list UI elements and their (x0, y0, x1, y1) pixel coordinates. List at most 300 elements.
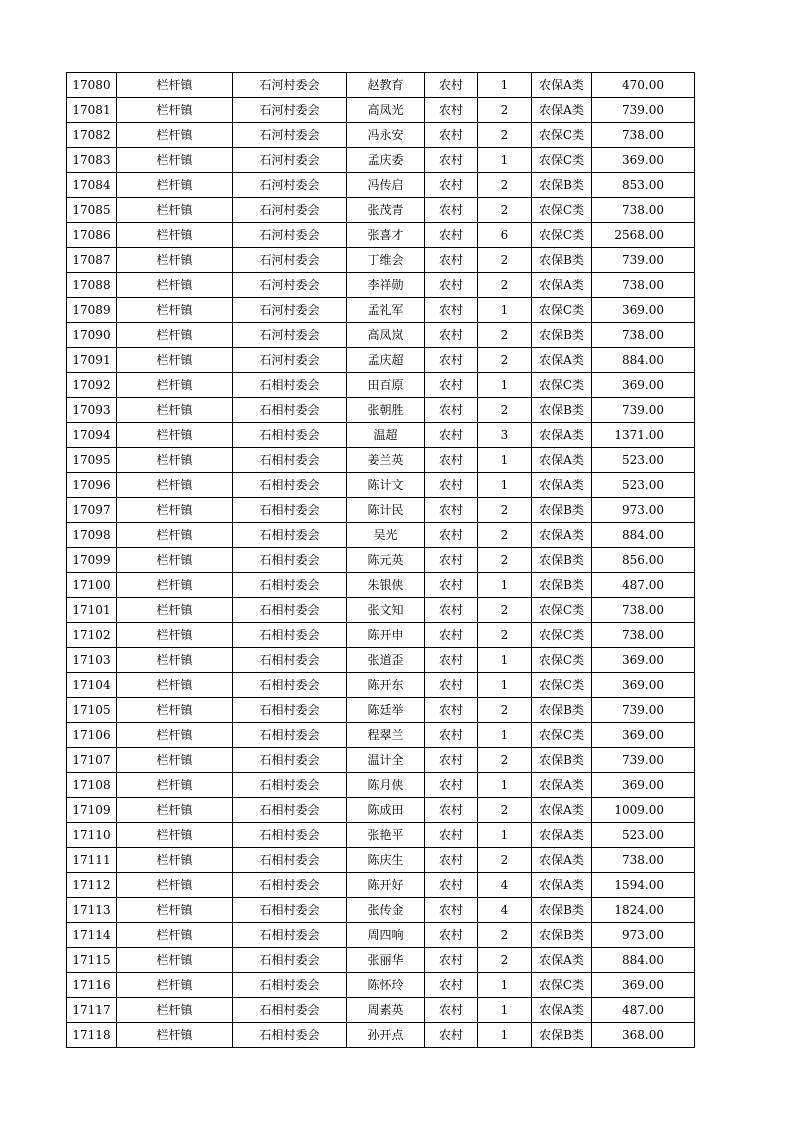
insurance-category-cell: 农保A类 (532, 873, 592, 898)
name-cell: 丁维会 (347, 248, 425, 273)
insurance-category-cell: 农保C类 (532, 673, 592, 698)
row-id-cell: 17087 (67, 248, 117, 273)
amount-cell: 369.00 (592, 373, 695, 398)
member-count-cell: 1 (478, 298, 532, 323)
member-count-cell: 1 (478, 373, 532, 398)
row-id-cell: 17093 (67, 398, 117, 423)
town-cell: 栏杆镇 (117, 198, 233, 223)
member-count-cell: 2 (478, 98, 532, 123)
household-type-cell: 农村 (425, 148, 478, 173)
table-row (67, 423, 695, 448)
amount-cell: 738.00 (592, 598, 695, 623)
table-row (67, 823, 695, 848)
town-cell: 栏杆镇 (117, 673, 233, 698)
table-row (67, 498, 695, 523)
table-row (67, 398, 695, 423)
household-type-cell: 农村 (425, 423, 478, 448)
town-cell: 栏杆镇 (117, 548, 233, 573)
amount-cell: 884.00 (592, 523, 695, 548)
record-table (66, 72, 695, 1048)
name-cell: 程翠兰 (347, 723, 425, 748)
row-id-cell: 17117 (67, 998, 117, 1023)
household-type-cell: 农村 (425, 823, 478, 848)
name-cell: 张丽华 (347, 948, 425, 973)
household-type-cell: 农村 (425, 773, 478, 798)
row-id-cell: 17106 (67, 723, 117, 748)
table-row (67, 548, 695, 573)
village-committee-cell: 石河村委会 (233, 248, 347, 273)
village-committee-cell: 石相村委会 (233, 648, 347, 673)
household-type-cell: 农村 (425, 623, 478, 648)
household-type-cell: 农村 (425, 223, 478, 248)
row-id-cell: 17115 (67, 948, 117, 973)
table-row (67, 98, 695, 123)
household-type-cell: 农村 (425, 798, 478, 823)
name-cell: 陈廷举 (347, 698, 425, 723)
name-cell: 陈成田 (347, 798, 425, 823)
amount-cell: 369.00 (592, 298, 695, 323)
household-type-cell: 农村 (425, 748, 478, 773)
insurance-category-cell: 农保C类 (532, 223, 592, 248)
household-type-cell: 农村 (425, 598, 478, 623)
insurance-category-cell: 农保A类 (532, 348, 592, 373)
town-cell: 栏杆镇 (117, 873, 233, 898)
household-type-cell: 农村 (425, 98, 478, 123)
row-id-cell: 17108 (67, 773, 117, 798)
town-cell: 栏杆镇 (117, 498, 233, 523)
member-count-cell: 1 (478, 573, 532, 598)
member-count-cell: 1 (478, 773, 532, 798)
name-cell: 陈庆生 (347, 848, 425, 873)
town-cell: 栏杆镇 (117, 73, 233, 98)
village-committee-cell: 石河村委会 (233, 148, 347, 173)
insurance-category-cell: 农保C类 (532, 298, 592, 323)
name-cell: 高凤岚 (347, 323, 425, 348)
table-row (67, 948, 695, 973)
town-cell: 栏杆镇 (117, 298, 233, 323)
name-cell: 陈月侠 (347, 773, 425, 798)
household-type-cell: 农村 (425, 473, 478, 498)
amount-cell: 853.00 (592, 173, 695, 198)
amount-cell: 487.00 (592, 573, 695, 598)
row-id-cell: 17096 (67, 473, 117, 498)
town-cell: 栏杆镇 (117, 948, 233, 973)
village-committee-cell: 石相村委会 (233, 873, 347, 898)
table-row (67, 73, 695, 98)
table-row (67, 523, 695, 548)
village-committee-cell: 石相村委会 (233, 423, 347, 448)
member-count-cell: 2 (478, 348, 532, 373)
member-count-cell: 1 (478, 1023, 532, 1048)
town-cell: 栏杆镇 (117, 973, 233, 998)
row-id-cell: 17086 (67, 223, 117, 248)
insurance-category-cell: 农保B类 (532, 173, 592, 198)
amount-cell: 739.00 (592, 398, 695, 423)
name-cell: 高凤光 (347, 98, 425, 123)
table-row (67, 998, 695, 1023)
amount-cell: 369.00 (592, 723, 695, 748)
town-cell: 栏杆镇 (117, 748, 233, 773)
amount-cell: 739.00 (592, 748, 695, 773)
row-id-cell: 17100 (67, 573, 117, 598)
member-count-cell: 6 (478, 223, 532, 248)
name-cell: 张茂青 (347, 198, 425, 223)
village-committee-cell: 石相村委会 (233, 748, 347, 773)
row-id-cell: 17118 (67, 1023, 117, 1048)
member-count-cell: 2 (478, 598, 532, 623)
town-cell: 栏杆镇 (117, 823, 233, 848)
member-count-cell: 1 (478, 648, 532, 673)
member-count-cell: 1 (478, 473, 532, 498)
village-committee-cell: 石相村委会 (233, 1023, 347, 1048)
member-count-cell: 2 (478, 323, 532, 348)
village-committee-cell: 石相村委会 (233, 598, 347, 623)
insurance-category-cell: 农保B类 (532, 573, 592, 598)
insurance-category-cell: 农保A类 (532, 998, 592, 1023)
row-id-cell: 17091 (67, 348, 117, 373)
village-committee-cell: 石相村委会 (233, 623, 347, 648)
table-row (67, 298, 695, 323)
insurance-category-cell: 农保A类 (532, 448, 592, 473)
table-row (67, 748, 695, 773)
row-id-cell: 17080 (67, 73, 117, 98)
table-row (67, 648, 695, 673)
amount-cell: 523.00 (592, 823, 695, 848)
member-count-cell: 2 (478, 273, 532, 298)
row-id-cell: 17107 (67, 748, 117, 773)
village-committee-cell: 石河村委会 (233, 273, 347, 298)
insurance-category-cell: 农保B类 (532, 248, 592, 273)
village-committee-cell: 石河村委会 (233, 73, 347, 98)
village-committee-cell: 石相村委会 (233, 448, 347, 473)
member-count-cell: 1 (478, 723, 532, 748)
town-cell: 栏杆镇 (117, 398, 233, 423)
table-row (67, 273, 695, 298)
table-row (67, 723, 695, 748)
name-cell: 张朝胜 (347, 398, 425, 423)
household-type-cell: 农村 (425, 898, 478, 923)
insurance-category-cell: 农保A类 (532, 423, 592, 448)
village-committee-cell: 石河村委会 (233, 98, 347, 123)
name-cell: 田百原 (347, 373, 425, 398)
table-row (67, 973, 695, 998)
household-type-cell: 农村 (425, 298, 478, 323)
village-committee-cell: 石相村委会 (233, 548, 347, 573)
name-cell: 姜兰英 (347, 448, 425, 473)
insurance-category-cell: 农保A类 (532, 73, 592, 98)
row-id-cell: 17104 (67, 673, 117, 698)
name-cell: 陈怀玲 (347, 973, 425, 998)
amount-cell: 369.00 (592, 973, 695, 998)
amount-cell: 369.00 (592, 673, 695, 698)
household-type-cell: 农村 (425, 348, 478, 373)
table-row (67, 248, 695, 273)
household-type-cell: 农村 (425, 373, 478, 398)
name-cell: 孙开点 (347, 1023, 425, 1048)
household-type-cell: 农村 (425, 648, 478, 673)
table-row (67, 598, 695, 623)
table-row (67, 373, 695, 398)
member-count-cell: 2 (478, 748, 532, 773)
member-count-cell: 2 (478, 498, 532, 523)
table-row (67, 148, 695, 173)
amount-cell: 2568.00 (592, 223, 695, 248)
row-id-cell: 17097 (67, 498, 117, 523)
insurance-category-cell: 农保A类 (532, 773, 592, 798)
household-type-cell: 农村 (425, 173, 478, 198)
town-cell: 栏杆镇 (117, 523, 233, 548)
row-id-cell: 17085 (67, 198, 117, 223)
village-committee-cell: 石相村委会 (233, 773, 347, 798)
insurance-category-cell: 农保A类 (532, 823, 592, 848)
row-id-cell: 17088 (67, 273, 117, 298)
town-cell: 栏杆镇 (117, 123, 233, 148)
member-count-cell: 1 (478, 148, 532, 173)
village-committee-cell: 石河村委会 (233, 323, 347, 348)
town-cell: 栏杆镇 (117, 698, 233, 723)
amount-cell: 369.00 (592, 148, 695, 173)
household-type-cell: 农村 (425, 248, 478, 273)
amount-cell: 369.00 (592, 648, 695, 673)
town-cell: 栏杆镇 (117, 848, 233, 873)
table-row (67, 798, 695, 823)
table-row (67, 698, 695, 723)
village-committee-cell: 石相村委会 (233, 398, 347, 423)
household-type-cell: 农村 (425, 998, 478, 1023)
town-cell: 栏杆镇 (117, 798, 233, 823)
name-cell: 陈开东 (347, 673, 425, 698)
member-count-cell: 1 (478, 73, 532, 98)
household-type-cell: 农村 (425, 573, 478, 598)
village-committee-cell: 石河村委会 (233, 348, 347, 373)
amount-cell: 884.00 (592, 348, 695, 373)
household-type-cell: 农村 (425, 398, 478, 423)
town-cell: 栏杆镇 (117, 1023, 233, 1048)
amount-cell: 1009.00 (592, 798, 695, 823)
name-cell: 张喜才 (347, 223, 425, 248)
village-committee-cell: 石相村委会 (233, 948, 347, 973)
table-row (67, 898, 695, 923)
amount-cell: 369.00 (592, 773, 695, 798)
row-id-cell: 17092 (67, 373, 117, 398)
amount-cell: 487.00 (592, 998, 695, 1023)
household-type-cell: 农村 (425, 923, 478, 948)
household-type-cell: 农村 (425, 323, 478, 348)
household-type-cell: 农村 (425, 1023, 478, 1048)
member-count-cell: 1 (478, 973, 532, 998)
insurance-category-cell: 农保B类 (532, 748, 592, 773)
amount-cell: 738.00 (592, 848, 695, 873)
member-count-cell: 1 (478, 823, 532, 848)
member-count-cell: 1 (478, 448, 532, 473)
row-id-cell: 17090 (67, 323, 117, 348)
table-row (67, 323, 695, 348)
row-id-cell: 17111 (67, 848, 117, 873)
row-id-cell: 17114 (67, 923, 117, 948)
insurance-category-cell: 农保C类 (532, 623, 592, 648)
member-count-cell: 2 (478, 123, 532, 148)
row-id-cell: 17110 (67, 823, 117, 848)
insurance-category-cell: 农保A类 (532, 98, 592, 123)
amount-cell: 738.00 (592, 123, 695, 148)
household-type-cell: 农村 (425, 673, 478, 698)
town-cell: 栏杆镇 (117, 573, 233, 598)
name-cell: 赵教育 (347, 73, 425, 98)
insurance-category-cell: 农保B类 (532, 398, 592, 423)
name-cell: 吴光 (347, 523, 425, 548)
amount-cell: 1824.00 (592, 898, 695, 923)
amount-cell: 368.00 (592, 1023, 695, 1048)
town-cell: 栏杆镇 (117, 348, 233, 373)
insurance-category-cell: 农保A类 (532, 798, 592, 823)
village-committee-cell: 石相村委会 (233, 698, 347, 723)
household-type-cell: 农村 (425, 723, 478, 748)
amount-cell: 739.00 (592, 698, 695, 723)
household-type-cell: 农村 (425, 873, 478, 898)
row-id-cell: 17083 (67, 148, 117, 173)
name-cell: 温计全 (347, 748, 425, 773)
name-cell: 周素英 (347, 998, 425, 1023)
village-committee-cell: 石河村委会 (233, 198, 347, 223)
town-cell: 栏杆镇 (117, 623, 233, 648)
name-cell: 张文知 (347, 598, 425, 623)
village-committee-cell: 石相村委会 (233, 573, 347, 598)
village-committee-cell: 石河村委会 (233, 223, 347, 248)
table-row (67, 198, 695, 223)
table-row (67, 873, 695, 898)
household-type-cell: 农村 (425, 548, 478, 573)
row-id-cell: 17095 (67, 448, 117, 473)
table-row (67, 773, 695, 798)
row-id-cell: 17112 (67, 873, 117, 898)
name-cell: 孟礼军 (347, 298, 425, 323)
member-count-cell: 2 (478, 548, 532, 573)
town-cell: 栏杆镇 (117, 248, 233, 273)
town-cell: 栏杆镇 (117, 223, 233, 248)
town-cell: 栏杆镇 (117, 598, 233, 623)
insurance-category-cell: 农保C类 (532, 648, 592, 673)
member-count-cell: 3 (478, 423, 532, 448)
member-count-cell: 2 (478, 923, 532, 948)
village-committee-cell: 石相村委会 (233, 823, 347, 848)
town-cell: 栏杆镇 (117, 448, 233, 473)
row-id-cell: 17089 (67, 298, 117, 323)
amount-cell: 884.00 (592, 948, 695, 973)
table-row (67, 923, 695, 948)
insurance-category-cell: 农保C类 (532, 723, 592, 748)
insurance-category-cell: 农保B类 (532, 898, 592, 923)
table-row (67, 348, 695, 373)
row-id-cell: 17105 (67, 698, 117, 723)
village-committee-cell: 石相村委会 (233, 473, 347, 498)
town-cell: 栏杆镇 (117, 98, 233, 123)
name-cell: 陈计民 (347, 498, 425, 523)
amount-cell: 738.00 (592, 198, 695, 223)
amount-cell: 738.00 (592, 623, 695, 648)
village-committee-cell: 石相村委会 (233, 373, 347, 398)
name-cell: 朱银侠 (347, 573, 425, 598)
household-type-cell: 农村 (425, 698, 478, 723)
name-cell: 陈开好 (347, 873, 425, 898)
name-cell: 孟庆委 (347, 148, 425, 173)
insurance-category-cell: 农保B类 (532, 498, 592, 523)
household-type-cell: 农村 (425, 523, 478, 548)
village-committee-cell: 石相村委会 (233, 798, 347, 823)
table-row (67, 223, 695, 248)
household-type-cell: 农村 (425, 848, 478, 873)
village-committee-cell: 石相村委会 (233, 923, 347, 948)
insurance-category-cell: 农保B类 (532, 698, 592, 723)
amount-cell: 470.00 (592, 73, 695, 98)
amount-cell: 856.00 (592, 548, 695, 573)
insurance-category-cell: 农保C类 (532, 973, 592, 998)
amount-cell: 973.00 (592, 923, 695, 948)
member-count-cell: 4 (478, 898, 532, 923)
town-cell: 栏杆镇 (117, 998, 233, 1023)
table-row (67, 173, 695, 198)
village-committee-cell: 石河村委会 (233, 298, 347, 323)
row-id-cell: 17109 (67, 798, 117, 823)
row-id-cell: 17113 (67, 898, 117, 923)
member-count-cell: 2 (478, 523, 532, 548)
name-cell: 张道歪 (347, 648, 425, 673)
row-id-cell: 17103 (67, 648, 117, 673)
row-id-cell: 17102 (67, 623, 117, 648)
household-type-cell: 农村 (425, 73, 478, 98)
table-row (67, 623, 695, 648)
household-type-cell: 农村 (425, 123, 478, 148)
village-committee-cell: 石相村委会 (233, 848, 347, 873)
household-type-cell: 农村 (425, 273, 478, 298)
row-id-cell: 17094 (67, 423, 117, 448)
row-id-cell: 17101 (67, 598, 117, 623)
row-id-cell: 17098 (67, 523, 117, 548)
insurance-category-cell: 农保C类 (532, 148, 592, 173)
name-cell: 冯永安 (347, 123, 425, 148)
member-count-cell: 2 (478, 398, 532, 423)
name-cell: 陈开申 (347, 623, 425, 648)
insurance-category-cell: 农保C类 (532, 198, 592, 223)
town-cell: 栏杆镇 (117, 723, 233, 748)
amount-cell: 738.00 (592, 273, 695, 298)
insurance-category-cell: 农保A类 (532, 273, 592, 298)
table-row (67, 473, 695, 498)
amount-cell: 738.00 (592, 323, 695, 348)
amount-cell: 973.00 (592, 498, 695, 523)
insurance-category-cell: 农保C类 (532, 123, 592, 148)
name-cell: 陈计文 (347, 473, 425, 498)
name-cell: 孟庆超 (347, 348, 425, 373)
table-row (67, 848, 695, 873)
amount-cell: 523.00 (592, 473, 695, 498)
village-committee-cell: 石相村委会 (233, 523, 347, 548)
household-type-cell: 农村 (425, 948, 478, 973)
insurance-category-cell: 农保B类 (532, 923, 592, 948)
village-committee-cell: 石相村委会 (233, 898, 347, 923)
insurance-category-cell: 农保B类 (532, 548, 592, 573)
name-cell: 张传金 (347, 898, 425, 923)
member-count-cell: 1 (478, 673, 532, 698)
village-committee-cell: 石相村委会 (233, 998, 347, 1023)
row-id-cell: 17099 (67, 548, 117, 573)
member-count-cell: 2 (478, 173, 532, 198)
village-committee-cell: 石相村委会 (233, 973, 347, 998)
town-cell: 栏杆镇 (117, 323, 233, 348)
insurance-category-cell: 农保B类 (532, 323, 592, 348)
amount-cell: 739.00 (592, 98, 695, 123)
village-committee-cell: 石相村委会 (233, 498, 347, 523)
town-cell: 栏杆镇 (117, 148, 233, 173)
